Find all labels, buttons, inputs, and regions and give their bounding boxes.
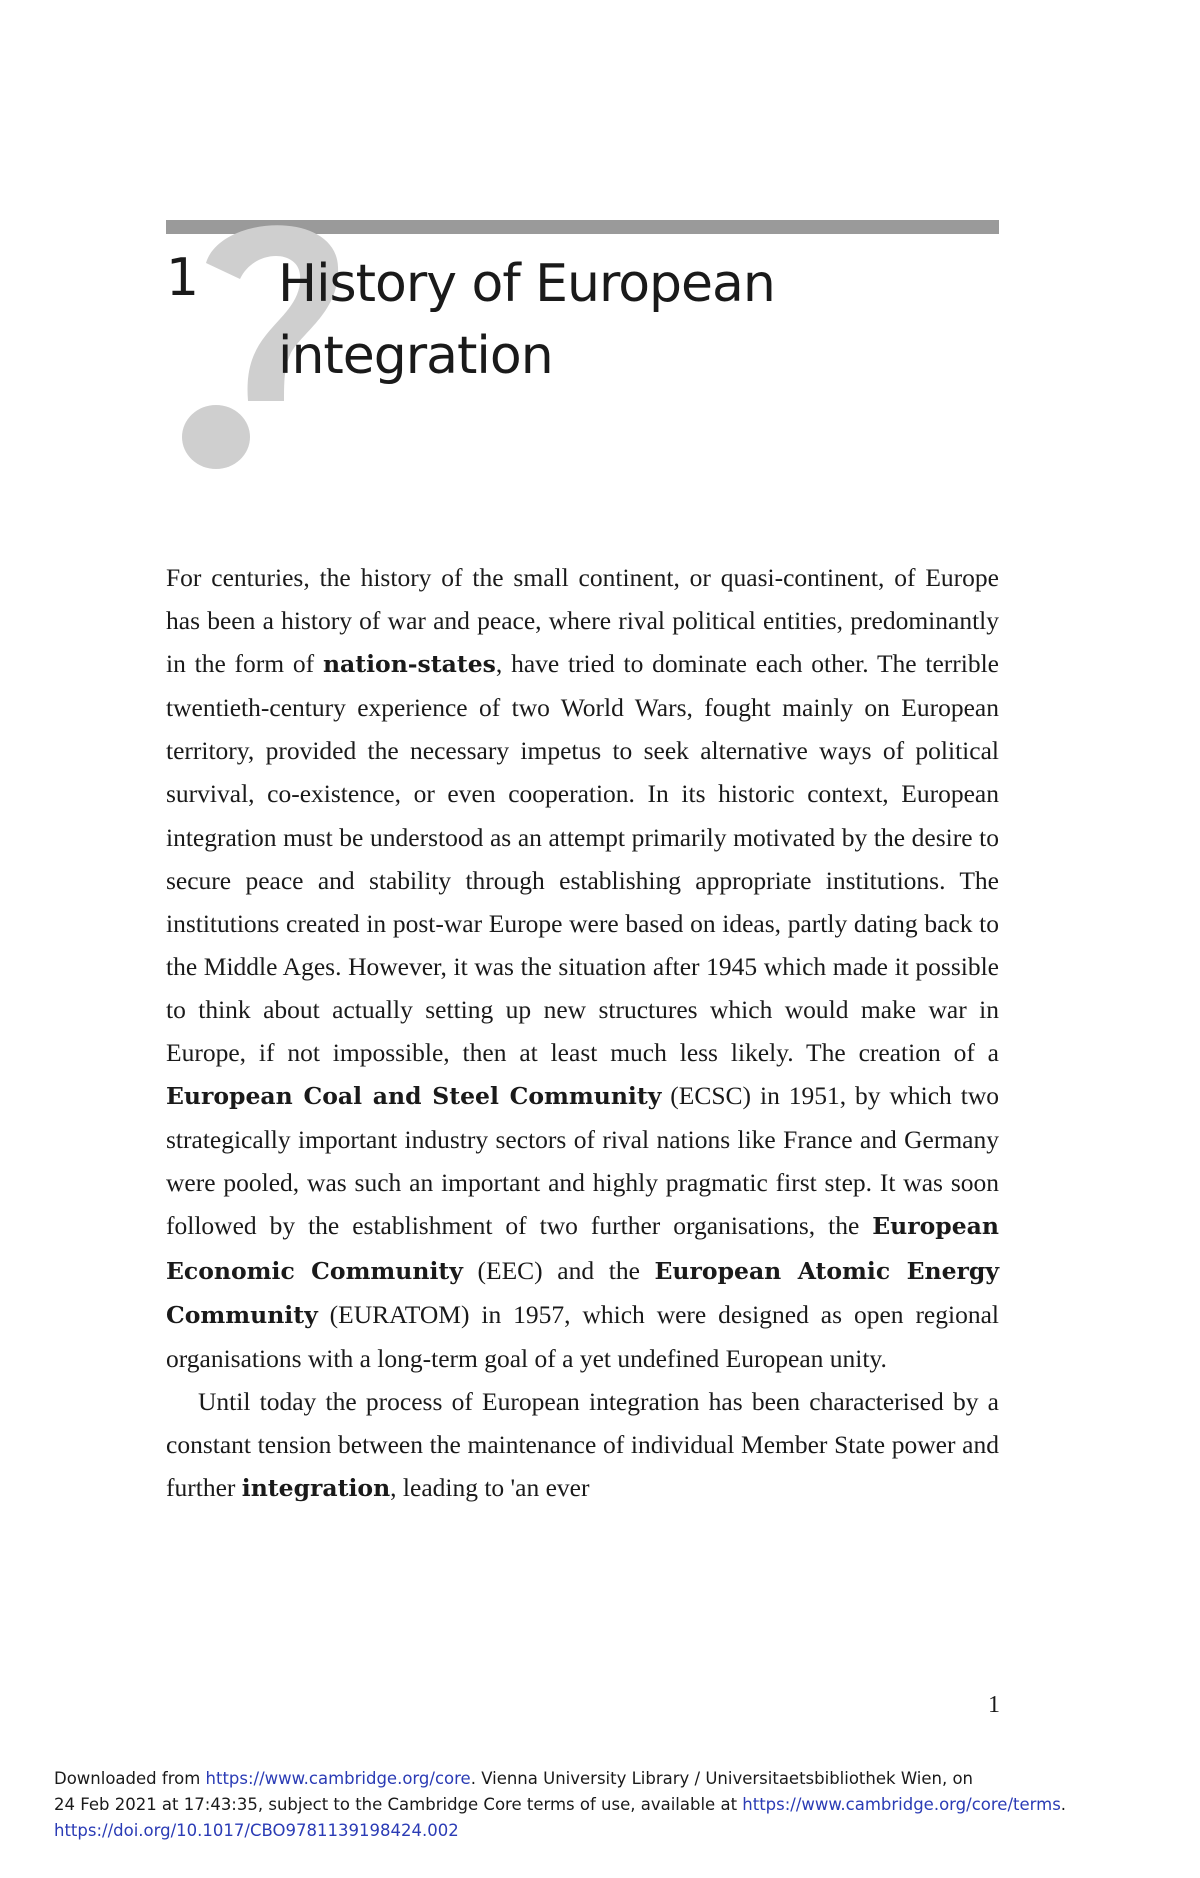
paragraph-segment: , leading to 'an ever: [390, 1472, 590, 1502]
chapter-body: [166, 556, 999, 1510]
paragraph-segment: Until today the process of European integration has been characterised by a constant tension between the maintenance of individual Member State power and further: [166, 1386, 999, 1502]
paragraph-segment: (ECSC) in 1951, by which two strategically important industry sectors of rival nations like France and Germany were pooled, was such an important and highly pragmatic first step. It was soon followed by the establishment of two further organisations, the: [166, 1081, 999, 1241]
key-term-euratom: European Atomic Energy Community: [166, 1256, 999, 1329]
paragraph-segment: (EURATOM) in 1957, which were designed as open regional organisations with a long-term goal of a yet undefined European unity.: [166, 1299, 999, 1373]
footer-line-2: [54, 1792, 1184, 1818]
chapter-title-line-2: integration: [278, 326, 553, 386]
download-footer: [54, 1766, 1184, 1844]
key-term-eec: European Economic Community: [166, 1212, 999, 1285]
terms-link[interactable]: https://www.cambridge.org/core/terms: [742, 1795, 1061, 1814]
chapter-title: [278, 248, 978, 392]
key-term-nation-states: nation-states: [322, 650, 496, 679]
cambridge-core-link[interactable]: https://www.cambridge.org/core: [205, 1769, 471, 1788]
paragraph-segment: (EEC) and the: [462, 1255, 655, 1285]
key-term-ecsc: European Coal and Steel Community: [166, 1082, 662, 1111]
footer-text: .: [1060, 1795, 1067, 1814]
key-term-integration: integration: [241, 1473, 391, 1502]
paragraph-segment: For centuries, the history of the small continent, or quasi-continent, of Europe has been a history of war and peace, where rival political entities, predominantly in the form of: [166, 563, 999, 679]
footer-text: Downloaded from: [54, 1769, 206, 1788]
paragraph-1: [166, 556, 999, 1380]
footer-line-1: [54, 1766, 1184, 1792]
page-number: 1: [988, 1692, 1000, 1718]
footer-line-3: [54, 1818, 1184, 1844]
footer-text: 24 Feb 2021 at 17:43:35, subject to the Cambridge Core terms of use, available at: [54, 1795, 743, 1814]
doi-link[interactable]: https://doi.org/10.1017/CBO9781139198424.002: [54, 1821, 459, 1840]
paragraph-segment: , have tried to dominate each other. The terrible twentieth-century experience of two World Wars, fought mainly on European territory, provided the necessary impetus to seek alternative ways of political survival, co-existence, or even cooperation. In its historic context, European integration must be understood as an attempt primarily motivated by the desire to secure peace and stability through establishing appropriate institutions. The institutions created in post-war Europe were based on ideas, partly dating back to the Middle Ages. However, it was the situation after 1945 which made it possible to think about actually setting up new structures which would make war in Europe, if not impossible, then at least much less likely. The creation of a: [166, 649, 999, 1068]
chapter-title-line-1: History of European: [278, 254, 775, 314]
chapter-number: 1: [166, 248, 200, 308]
paragraph-2: [166, 1380, 999, 1510]
footer-text: . Vienna University Library / Universitaetsbibliothek Wien, on: [470, 1769, 974, 1788]
